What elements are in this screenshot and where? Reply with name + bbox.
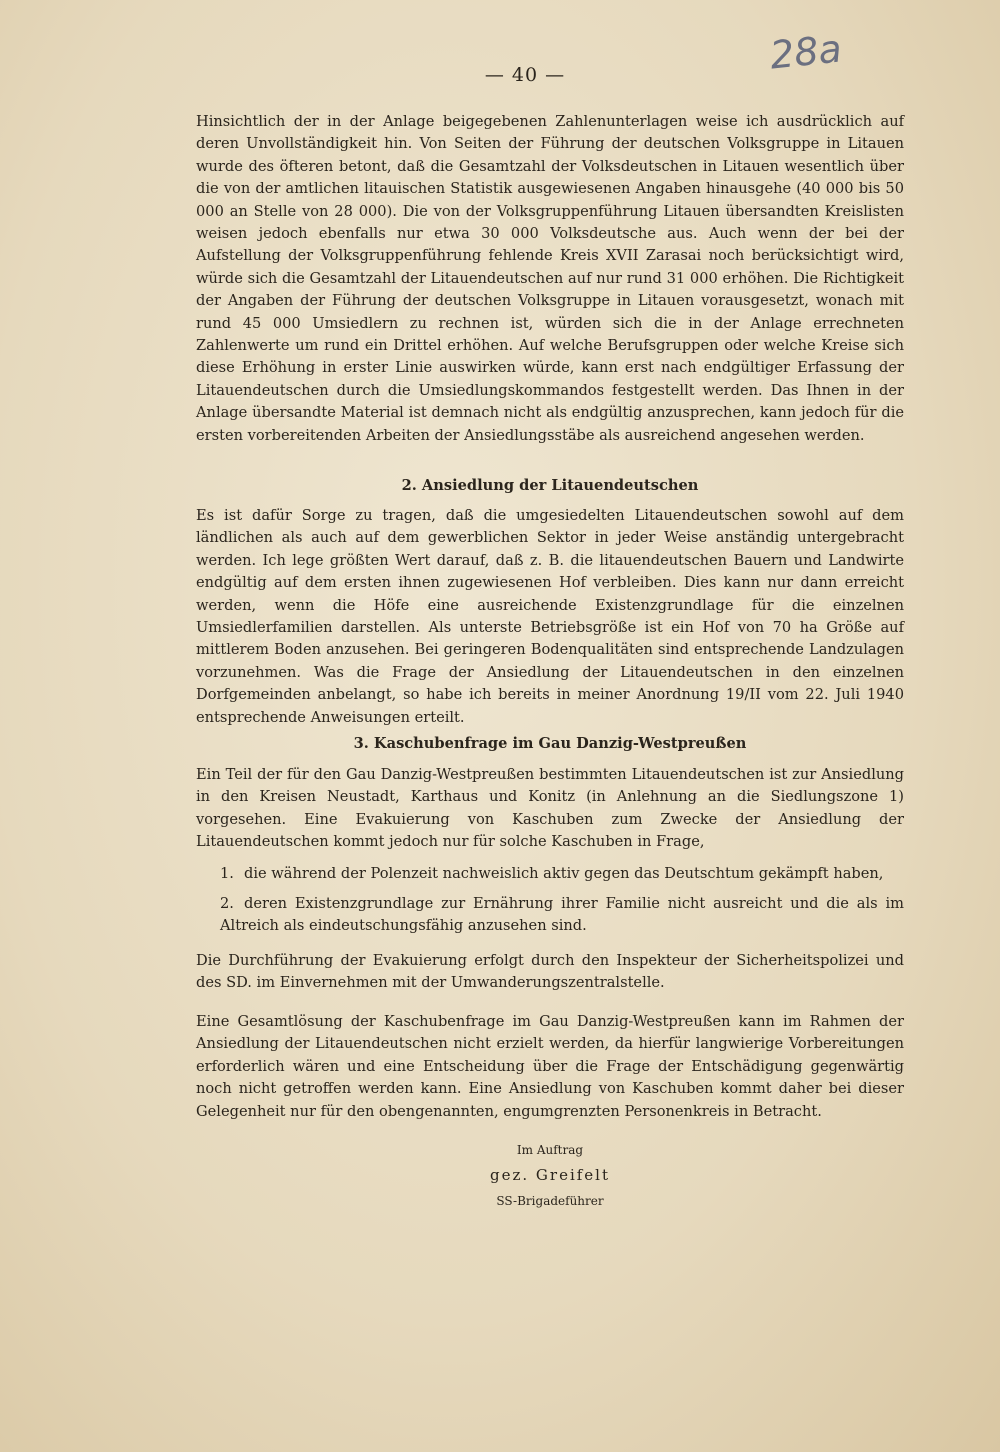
list-item-text: deren Existenzgrundlage zur Ernährung ihrer Familie nicht ausreicht und die als im Altreich als eindeutschungsfähig anzusehen sind. — [220, 895, 904, 935]
section-2-text: Es ist dafür Sorge zu tragen, daß die umgesiedelten Litauendeutschen sowohl auf dem ländlichen als auch auf dem gewerblichen Sektor in jeder Weise anständig untergebracht werden. Ich lege größten Wert darauf, daß z. B. die litauendeutschen Bauern und Landwirte endgültig auf dem ersten ihnen zugewiesenen Hof verbleiben. Dies kann nur dann erreicht werden, wenn die Höfe eine ausreichende Existenzgrundlage für die einzelnen Umsiedlerfamilien darstellen. Als unterste Betriebsgröße ist ein Hof von 70 ha Größe auf mittlerem Boden anzusehen. Bei geringeren Bodenqualitäten sind entsprechende Landzulagen vorzunehmen. Was die Frage der Ansiedlung der Litauendeutschen in den einzelnen Dorfgemeinden anbelangt, so habe ich bereits in meiner Anordnung 19/II vom 22. Juli 1940 entsprechende Anweisungen erteilt. — [196, 507, 904, 726]
paragraph-figures-note: Hinsichtlich der in der Anlage beigegebenen Zahlenunterlagen weise ich ausdrücklich auf deren Unvollständigkeit hin. Von Seiten der Führung der deutschen Volksgruppe in Litauen wurde des öfteren betont, daß die Gesamtzahl der Volksdeutschen in Litauen wesentlich über die von der amtlichen litauischen Statistik ausgewiesenen Angaben hinausgehe (40 000 bis 50 000 an Stelle von 28 000). Die von der Volksgruppenführung Litauen übersandten Kreislisten weisen jedoch ebenfalls nur etwa 30 000 Volksdeutsche aus. Auch wenn der bei der Aufstellung der Volksgruppenführung fehlende Kreis XVII Zarasai noch berücksichtigt wird, würde sich die Gesamtzahl der Litauendeutschen auf nur rund 31 000 erhöhen. Die Richtigkeit der Angaben der Führung der deutschen Volksgruppe in Litauen vorausgesetzt, wonach mit rund 45 000 Umsiedlern zu rechnen ist, würden sich die in der Anlage errechneten Zahlenwerte um rund ein Drittel erhöhen. Auf welche Berufsgruppen oder welche Kreise sich diese Erhöhung in erster Linie auswirken würde, kann erst nach endgültiger Erfassung der Litauendeutschen durch die Umsiedlungskommandos festgestellt werden. Das Ihnen in der Anlage übersandte Material ist demnach nicht als endgültig anzusprechen, kann jedoch für die ersten vorbereitenden Arbeiten der Ansiedlungsstäbe als ausreichend angesehen werden. — [196, 113, 904, 444]
list-item-number: 1. — [220, 865, 234, 882]
signature-im-auftrag: Im Auftrag — [516, 1143, 584, 1157]
section-2-heading: 2. Ansiedlung der Litauendeutschen — [401, 477, 699, 494]
list-item-text: die während der Polenzeit nachweislich aktiv gegen das Deutschtum gekämpft haben, — [244, 865, 884, 882]
section-3-execution: Die Durchführung der Evakuierung erfolgt durch den Inspekteur der Sicherheitspolizei und des SD. im Einvernehmen mit der Umwanderungszentralstelle. — [196, 952, 904, 992]
handwritten-archive-mark: 28a — [767, 26, 844, 78]
section-3-intro: Ein Teil der für den Gau Danzig-Westpreußen bestimmten Litauendeutschen ist zur Ansiedlung in den Kreisen Neustadt, Karthaus und Konitz (in Anlehnung an die Siedlungszone 1) vorgesehen. Eine Evakuierung von Kaschuben zum Zwecke der Ansiedlung der Litauendeutschen kommt jedoch nur für solche Kaschuben in Frage, — [196, 766, 904, 851]
list-item-number: 2. — [220, 895, 234, 912]
section-3-conclusion: Eine Gesamtlösung der Kaschubenfrage im Gau Danzig-Westpreußen kann im Rahmen der Ansiedlung der Litauendeutschen nicht erzielt werden, da hierfür langwierige Vorbereitungen erforderlich wären und eine Entscheidung über die Frage der Entschädigung gegenwärtig noch nicht getroffen werden kann. Eine Ansiedlung von Kaschuben kommt daher bei dieser Gelegenheit nur für den obengenannten, engumgrenzten Personenkreis in Betracht. — [196, 1013, 904, 1120]
list-item-1 — [220, 863, 904, 885]
signature-rank: SS-Brigadeführer — [496, 1194, 604, 1208]
section-3-heading: 3. Kaschubenfrage im Gau Danzig-Westpreußen — [353, 735, 747, 752]
page-number: — 40 — — [484, 64, 566, 86]
signature-name: gez. Greifelt — [490, 1166, 610, 1184]
list-item-2 — [220, 893, 904, 938]
